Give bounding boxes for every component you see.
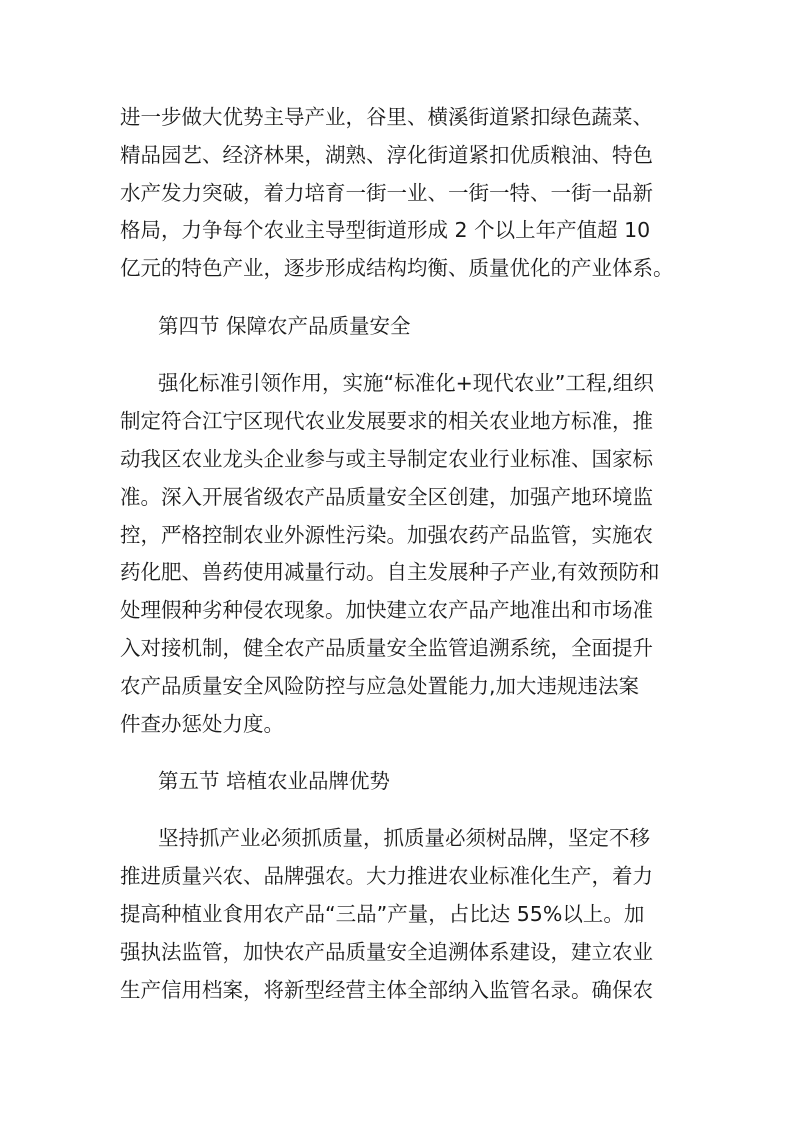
paragraph-line: 动我区农业龙头企业参与或主导制定农业行业标准、国家标 xyxy=(120,447,653,471)
paragraph-line: 生产信用档案，将新型经营主体全部纳入监管名录。确保农 xyxy=(120,978,653,1002)
paragraph-line: 制定符合江宁区现代农业发展要求的相关农业地方标准，推 xyxy=(120,409,653,433)
section-heading: 第五节 培植农业品牌优势 xyxy=(158,769,391,793)
paragraph-line: 强化标准引领作用，实施“标准化+现代农业”工程,组织 xyxy=(158,371,654,395)
paragraph-line: 格局，力争每个农业主导型街道形成 2 个以上年产值超 10 xyxy=(120,218,651,242)
paragraph-line: 水产发力突破，着力培育一街一业、一街一特、一街一品新 xyxy=(120,181,653,205)
paragraph-line: 处理假种劣种侵农现象。加快建立农产品产地准出和市场准 xyxy=(120,598,653,622)
paragraph-line: 精品园艺、经济林果，湖熟、淳化街道紧扣优质粮油、特色 xyxy=(120,143,653,167)
section-heading: 第四节 保障农产品质量安全 xyxy=(158,314,411,338)
paragraph-line: 准。深入开展省级农产品质量安全区创建，加强产地环境监 xyxy=(120,485,653,509)
paragraph-line: 提高种植业食用农产品“三品”产量，占比达 55%以上。加 xyxy=(120,902,645,926)
paragraph-line: 进一步做大优势主导产业，谷里、横溪街道紧扣绿色蔬菜、 xyxy=(120,105,653,129)
paragraph-line: 控，严格控制农业外源性污染。加强农药产品监管，实施农 xyxy=(120,523,653,547)
paragraph-line: 入对接机制，健全农产品质量安全监管追溯系统，全面提升 xyxy=(120,636,653,660)
paragraph-line: 农产品质量安全风险防控与应急处置能力,加大违规违法案 xyxy=(120,674,640,698)
paragraph-line: 亿元的特色产业，逐步形成结构均衡、质量优化的产业体系。 xyxy=(120,256,674,280)
paragraph-line: 强执法监管，加快农产品质量安全追溯体系建设，建立农业 xyxy=(120,940,653,964)
paragraph-line: 推进质量兴农、品牌强农。大力推进农业标准化生产，着力 xyxy=(120,864,653,888)
paragraph-line: 件查办惩处力度。 xyxy=(120,712,284,736)
paragraph-line: 坚持抓产业必须抓质量，抓质量必须树品牌，坚定不移 xyxy=(158,826,650,850)
paragraph-line: 药化肥、兽药使用减量行动。自主发展种子产业,有效预防和 xyxy=(120,560,660,584)
